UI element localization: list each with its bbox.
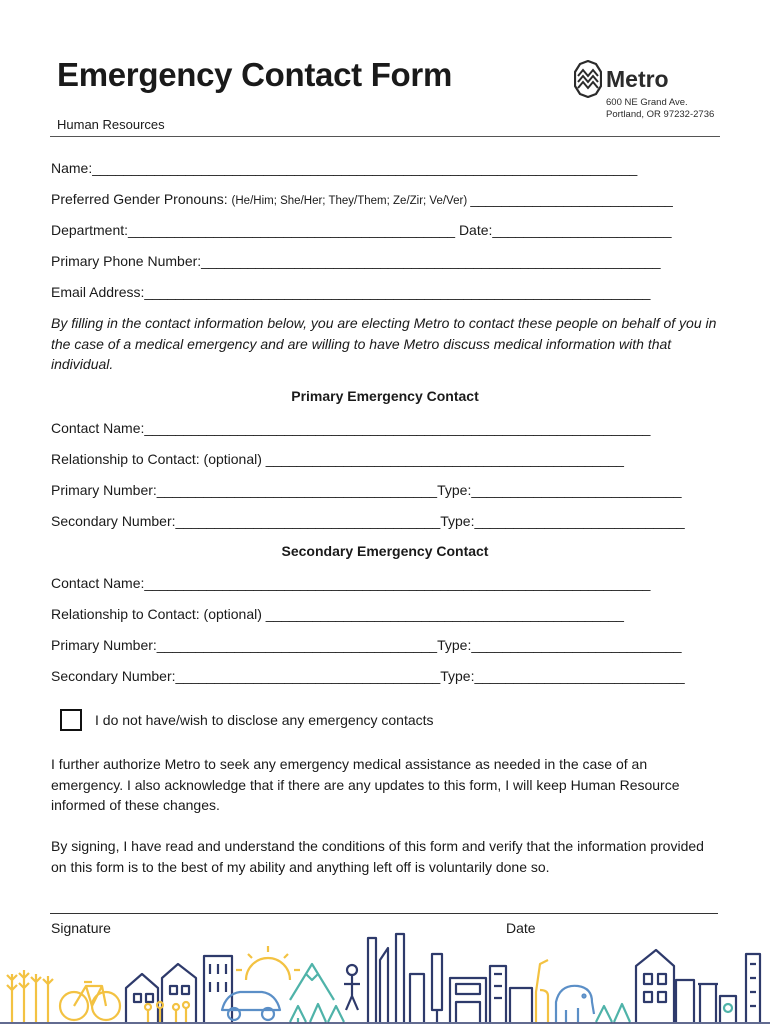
- agreement-text: By signing, I have read and understand the conditions of this form and verify that the information provided on this form is to the best of my ability and anything left off is voluntarily done so.: [51, 838, 704, 875]
- secondary-contact-heading: Secondary Emergency Contact: [281, 543, 489, 559]
- pronouns-label: Preferred Gender Pronouns:: [51, 191, 232, 207]
- secondary-primary-number-field[interactable]: Primary Number:____________________________________Type:___________________________: [51, 637, 682, 653]
- flower-icon: [145, 1002, 189, 1022]
- sun-icon: [236, 946, 300, 980]
- pronouns-options: (He/Him; She/Her; They/Them; Ze/Zir; Ve/Ver): [231, 195, 471, 207]
- pronouns-field[interactable]: [51, 191, 673, 209]
- signature-line[interactable]: [50, 913, 718, 914]
- bicycle-icon: [60, 982, 120, 1020]
- signature-label: Signature: [51, 920, 111, 936]
- giraffe-icon: [536, 960, 548, 1022]
- tower-icon: [746, 954, 760, 1022]
- tower-icon: [368, 934, 424, 1022]
- secondary-secondary-number-field[interactable]: Secondary Number:__________________________________Type:___________________________: [51, 668, 685, 684]
- primary-contact-name-field[interactable]: Contact Name:_________________________________________________________________: [51, 420, 651, 436]
- tree-icon: [290, 1004, 344, 1022]
- header-divider: [50, 136, 720, 137]
- recycle-bin-icon: [698, 984, 736, 1022]
- secondary-contact-name-field[interactable]: Contact Name:_________________________________________________________________: [51, 575, 651, 591]
- metro-wordmark: Metro: [606, 66, 669, 92]
- theater-building-icon: [450, 966, 532, 1022]
- phone-field[interactable]: Primary Phone Number:___________________________________________________________: [51, 253, 661, 269]
- portland-sign-icon: [432, 954, 442, 1022]
- tree-icon: [596, 1004, 630, 1022]
- metro-address: [606, 97, 714, 121]
- house-icon: [636, 950, 694, 1022]
- elephant-icon: [556, 986, 594, 1022]
- email-field[interactable]: Email Address:_________________________________________________________________: [51, 284, 651, 300]
- opt-out-label: I do not have/wish to disclose any emergency contacts: [95, 712, 434, 728]
- car-icon: [222, 992, 280, 1020]
- department-label: Human Resources: [57, 117, 165, 132]
- person-icon: [344, 965, 360, 1010]
- address-line-2: Portland, OR 97232-2736: [606, 109, 715, 120]
- opt-out-checkbox[interactable]: [60, 709, 82, 731]
- secondary-relationship-field[interactable]: Relationship to Contact: (optional) ______________________________________________: [51, 606, 624, 622]
- name-field[interactable]: Name:______________________________________________________________________: [51, 160, 638, 176]
- recycle-symbol-icon: [724, 1004, 732, 1012]
- primary-number-field[interactable]: Primary Number:____________________________________Type:___________________________: [51, 482, 682, 498]
- signature-date-label: Date: [506, 920, 536, 936]
- primary-contact-heading: Primary Emergency Contact: [291, 388, 479, 404]
- primary-secondary-number-field[interactable]: Secondary Number:__________________________________Type:___________________________: [51, 513, 685, 529]
- metro-logo-icon: [574, 60, 602, 98]
- city-skyline-illustration: [0, 930, 770, 1024]
- primary-relationship-field[interactable]: Relationship to Contact: (optional) ______________________________________________: [51, 451, 624, 467]
- pronouns-blank[interactable]: __________________________: [470, 191, 673, 207]
- wheat-icon: [7, 970, 53, 1022]
- department-date-field[interactable]: Department:__________________________________________ Date:_______________________: [51, 222, 672, 238]
- form-title: Emergency Contact Form: [57, 56, 452, 93]
- disclaimer-text: By filling in the contact information below, you are electing Metro to contact these people on behalf of you in the case of a medical emergency and are willing to have Metro discuss medical information with that individual.: [51, 315, 717, 372]
- authorization-text: I further authorize Metro to seek any emergency medical assistance as needed in the case of an emergency. I also acknowledge that if there are any updates to this form, I will keep Human Resource informed of these changes.: [51, 756, 680, 813]
- address-line-1: 600 NE Grand Ave.: [606, 97, 688, 108]
